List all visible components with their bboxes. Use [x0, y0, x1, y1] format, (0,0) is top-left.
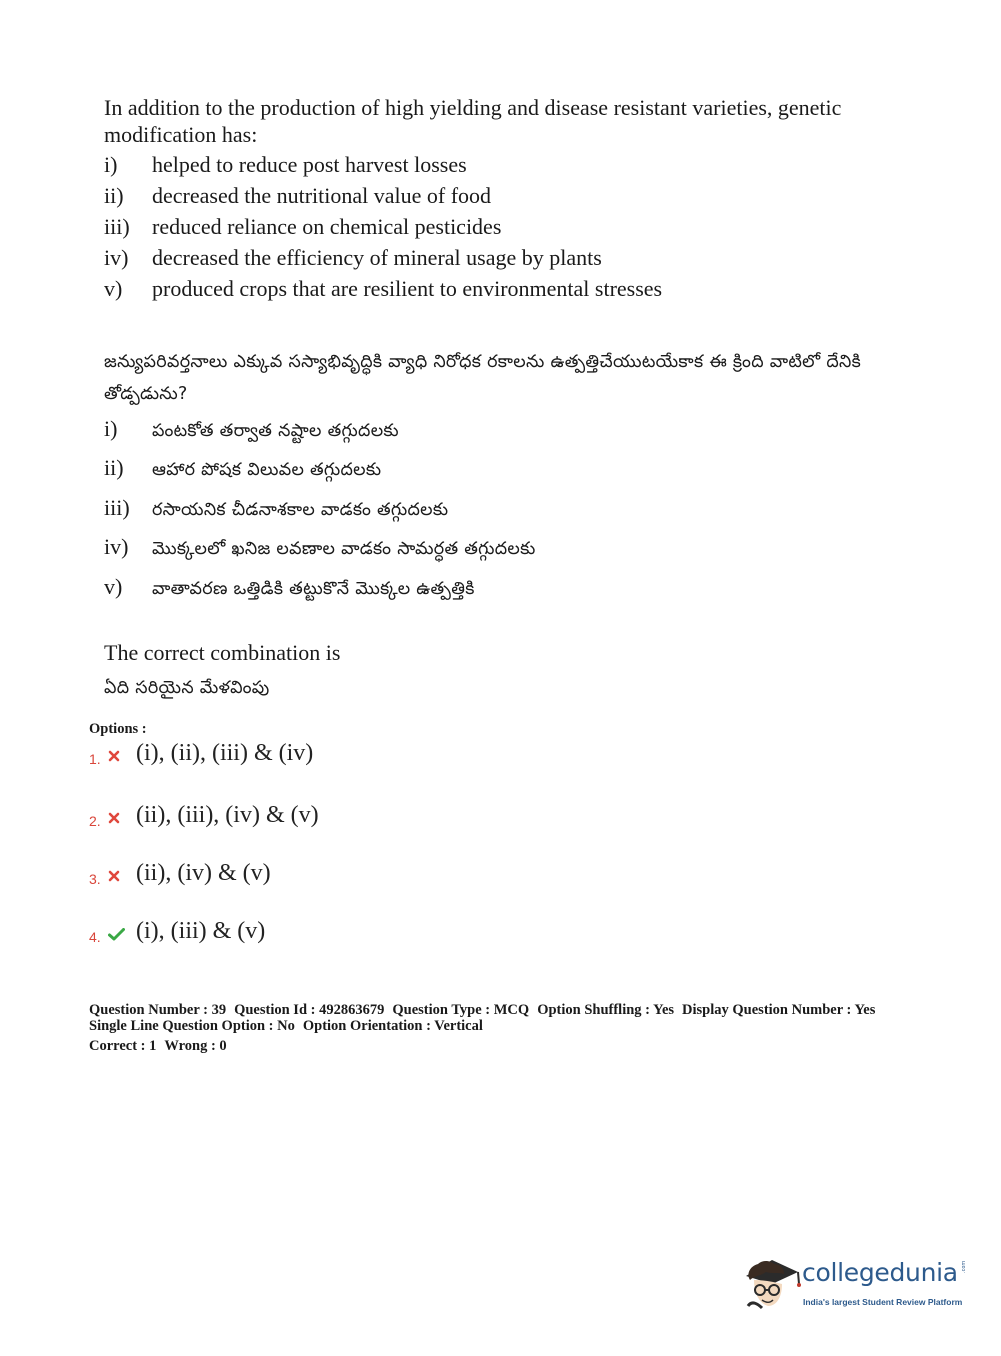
question-number: Question Number : 39	[89, 1002, 227, 1018]
option-number: 2.	[89, 813, 101, 829]
brand-domain-suffix: .com	[961, 1260, 967, 1273]
statement-text: helped to reduce post harvest losses	[152, 152, 467, 177]
wrong-marks: Wrong : 0	[164, 1038, 227, 1054]
option-orientation: Option Orientation : Vertical	[302, 1018, 483, 1034]
statement-row	[104, 152, 874, 183]
wrong-cross-icon	[108, 868, 136, 888]
statement-text: ఆహార పోషక విలువల తగ్గుదలకు	[152, 460, 382, 481]
question-type: Question Type : MCQ	[392, 1002, 530, 1018]
statement-number: iv)	[104, 534, 129, 560]
statement-row	[104, 534, 874, 573]
statement-number: ii)	[104, 183, 124, 208]
statement-text: produced crops that are resilient to environmental stresses	[152, 276, 663, 301]
statement-number: v)	[104, 276, 123, 301]
statement-text: reduced reliance on chemical pesticides	[152, 214, 502, 239]
collegedunia-logo[interactable]	[742, 1250, 970, 1316]
option-number: 3.	[89, 871, 101, 887]
statement-row	[104, 455, 874, 494]
statement-row	[104, 276, 874, 307]
option-number: 4.	[89, 929, 101, 945]
single-line-option: Single Line Question Option : No	[89, 1018, 295, 1034]
statement-row	[104, 416, 874, 455]
option-text: (i), (ii), (iii) & (iv)	[136, 740, 314, 766]
brand-name: collegedunia	[802, 1258, 958, 1287]
option-text: (ii), (iv) & (v)	[136, 860, 271, 886]
correct-check-icon	[108, 926, 136, 946]
question-id: Question Id : 492863679	[234, 1002, 385, 1018]
statement-text: వాతావరణ ఒత్తిడికి తట్టుకొనే మొక్కల ఉత్పత్తికి	[152, 578, 475, 599]
question-metadata	[89, 1002, 883, 1054]
statement-row	[104, 214, 874, 245]
statement-number: iii)	[104, 494, 130, 520]
statement-text: రసాయనిక చీడనాశకాల వాడకం తగ్గుదలకు	[152, 499, 449, 520]
brand-tagline: India's largest Student Review Platform	[803, 1297, 963, 1307]
statement-text: మొక్కలలో ఖనిజ లవణాల వాడకం సామర్ధత తగ్గుదలకు	[152, 539, 536, 560]
statement-number: iv)	[104, 245, 129, 270]
question-stem-english: In addition to the production of high yielding and disease resistant varieties, genetic modification has:	[104, 95, 842, 147]
option-2[interactable]	[89, 800, 319, 830]
statement-number: i)	[104, 152, 118, 177]
statement-row	[104, 574, 874, 613]
combination-prompt-english: The correct combination is	[104, 640, 341, 665]
option-3[interactable]	[89, 858, 271, 888]
telugu-statement-list	[104, 416, 874, 613]
wrong-cross-icon	[108, 810, 136, 830]
option-shuffling: Option Shuffling : Yes	[537, 1002, 675, 1018]
mascot-icon	[742, 1250, 804, 1312]
statement-row	[104, 495, 874, 534]
question-stem-telugu: జన్యుపరివర్తనాలు ఎక్కువ సస్యాభివృద్ధికి వ్యాధి నిరోధక రకాలను ఉత్పత్తిచేయుటయేకాక ఈ క్రింది వాటిలో దేనికి తోడ్పడును?	[104, 352, 862, 404]
statement-text: decreased the efficiency of mineral usage by plants	[152, 245, 602, 270]
statement-row	[104, 183, 874, 214]
option-4[interactable]	[89, 916, 265, 946]
option-1[interactable]	[89, 738, 313, 768]
combination-prompt-telugu: ఏది సరియైన మేళవింపు	[104, 678, 270, 698]
statement-text: పంటకోత తర్వాత నష్టాల తగ్గుదలకు	[152, 421, 399, 441]
statement-number: iii)	[104, 214, 130, 239]
statement-row	[104, 245, 874, 276]
wrong-cross-icon	[108, 748, 136, 768]
option-text: (i), (iii) & (v)	[136, 918, 266, 944]
statement-text: decreased the nutritional value of food	[152, 183, 492, 208]
statement-number: ii)	[104, 455, 124, 481]
option-text: (ii), (iii), (iv) & (v)	[136, 802, 319, 828]
option-number: 1.	[89, 751, 101, 767]
options-label: Options :	[89, 721, 147, 737]
english-statement-list	[104, 152, 874, 307]
display-question-number: Display Question Number : Yes	[682, 1002, 876, 1018]
statement-number: v)	[104, 573, 123, 599]
statement-number: i)	[104, 416, 118, 441]
correct-marks: Correct : 1	[89, 1038, 157, 1054]
